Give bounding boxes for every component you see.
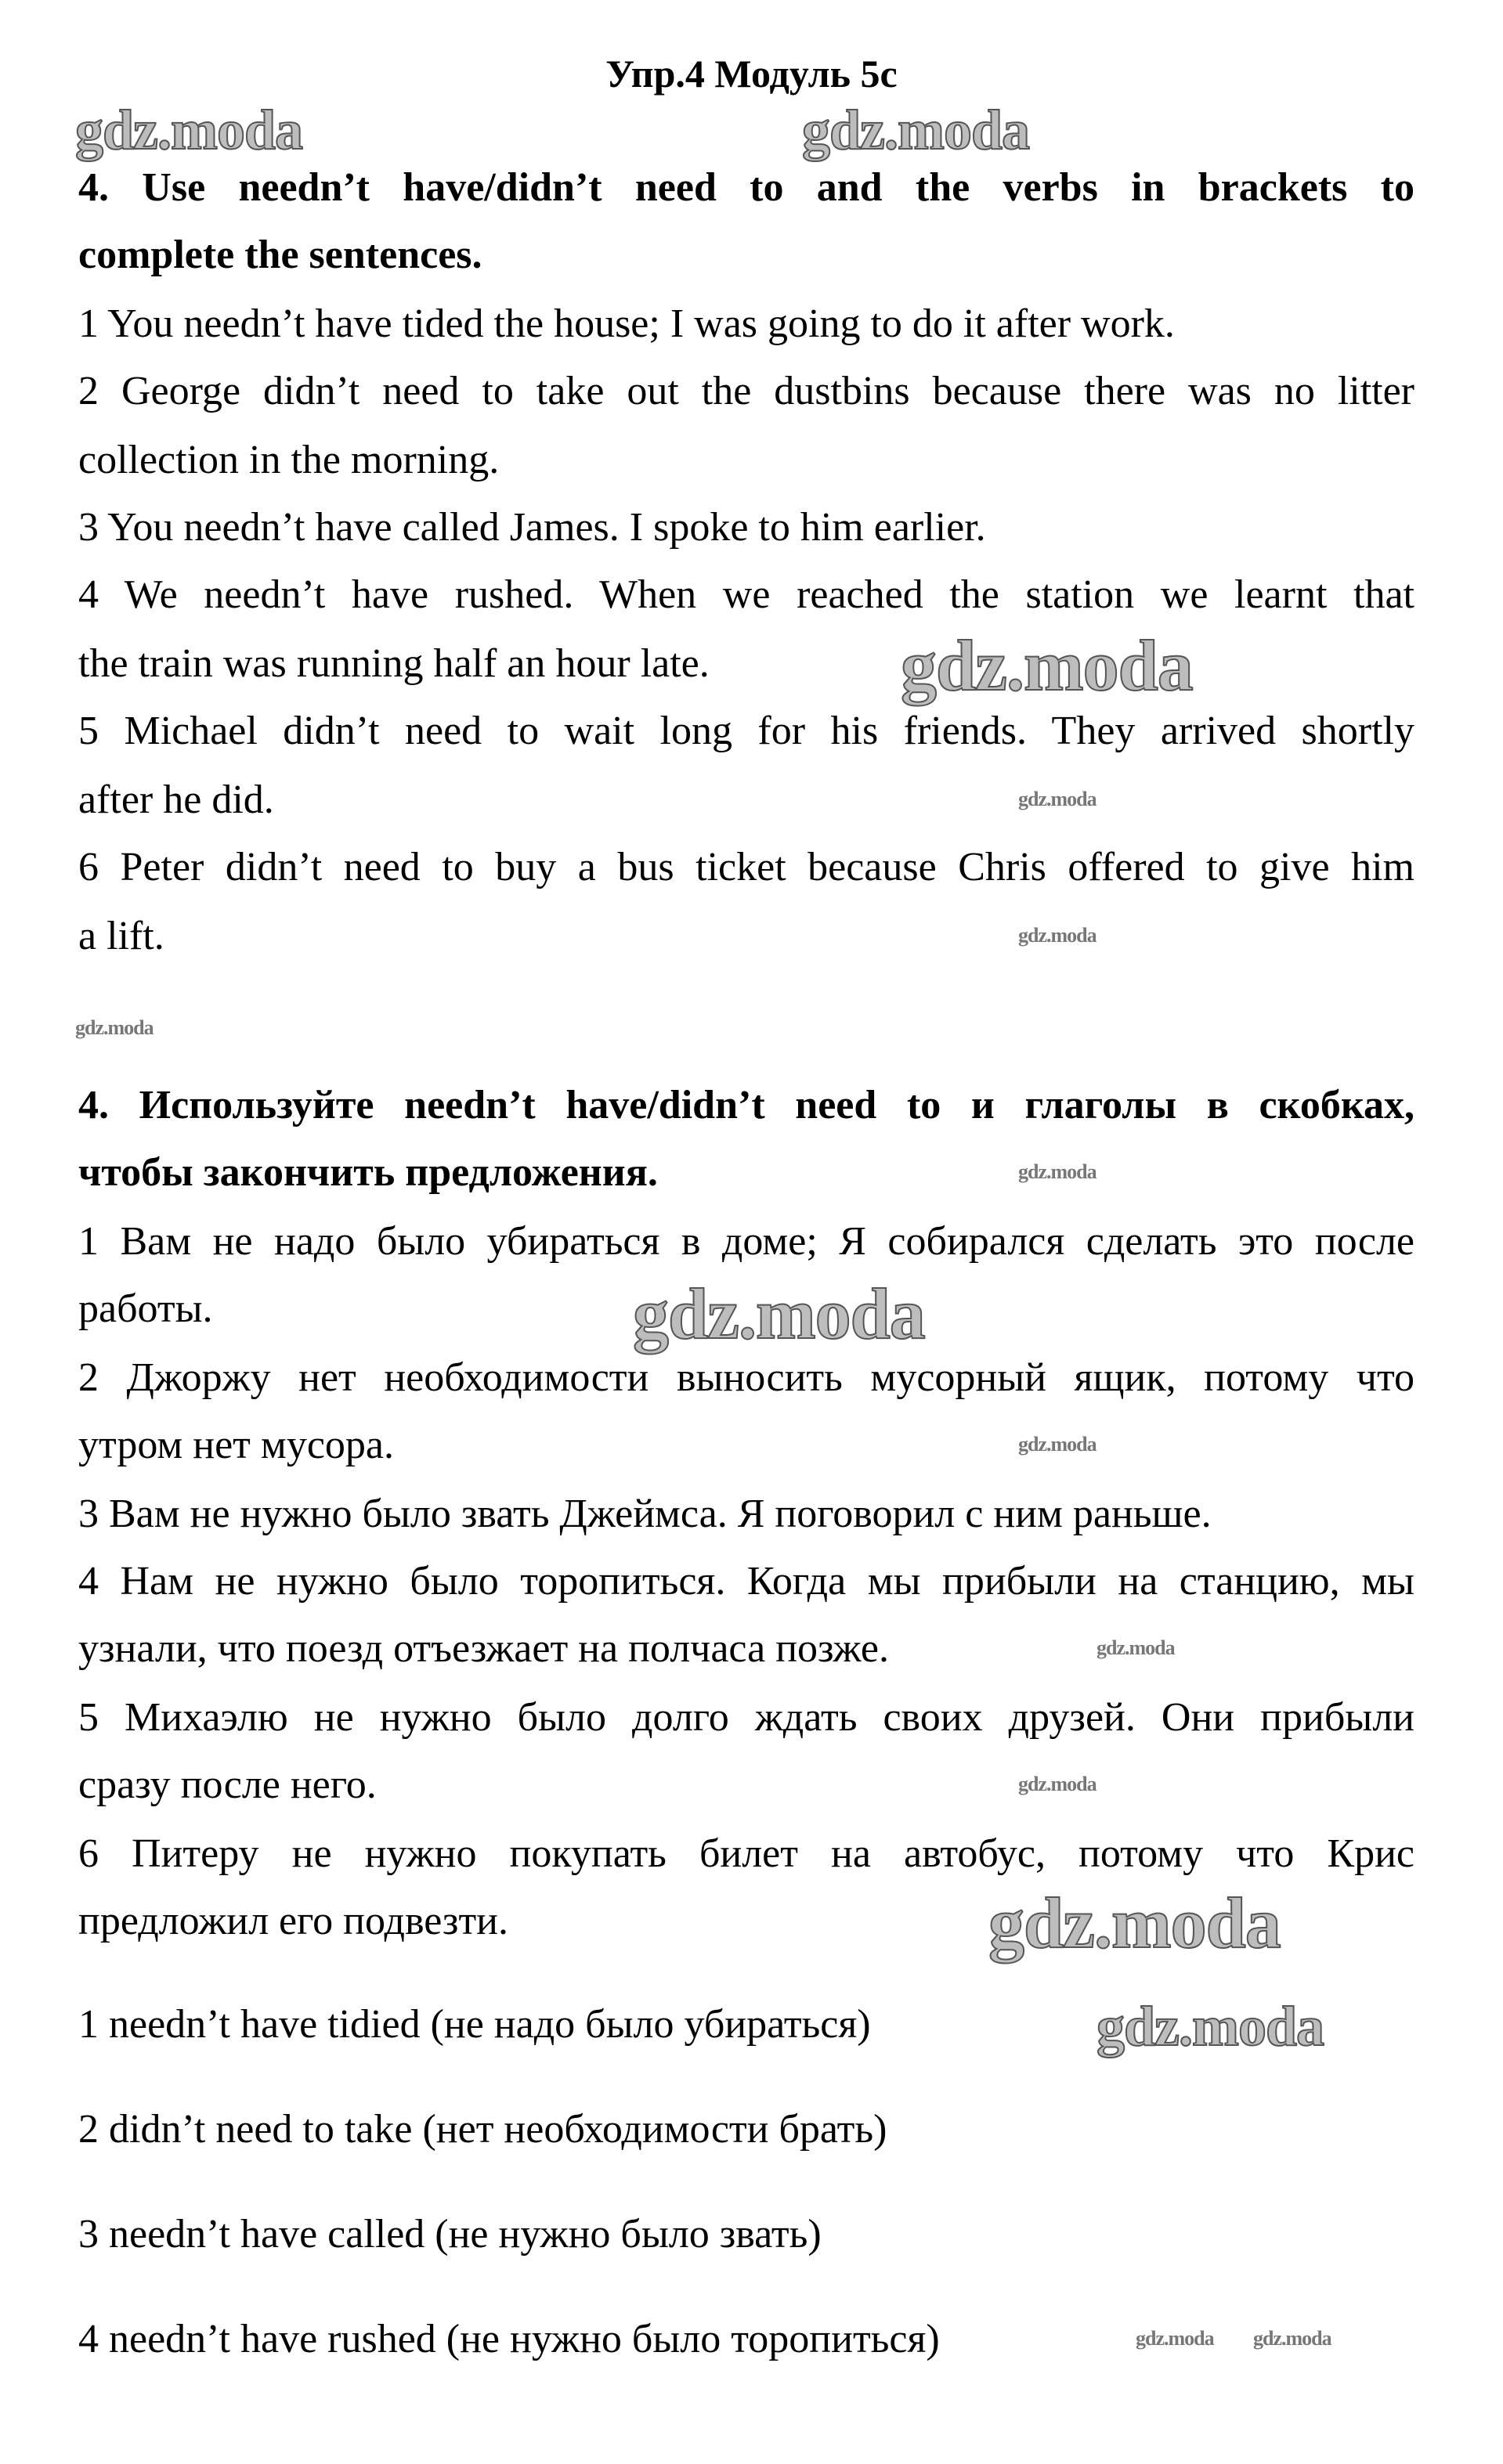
watermark: gdz.moda — [1097, 1995, 1324, 2058]
sentence-line: 3 You needn’t have called James. I spoke to him earlier. — [78, 505, 986, 550]
sentence-line: утром нет мусора. — [78, 1423, 394, 1467]
sentence-line: 1 You needn’t have tided the house; I was going to do it after work. — [78, 301, 1175, 346]
watermark: gdz.moda — [1136, 2327, 1214, 2350]
sentence-line: работы. — [78, 1286, 213, 1331]
sentence-line: 2 Джоржу нет необходимости выносить мусорный ящик, потому что — [78, 1355, 1414, 1400]
sentence-line: after he did. — [78, 777, 274, 822]
sentence-line: the train was running half an hour late. — [78, 641, 710, 686]
watermark: gdz.moda — [802, 99, 1030, 161]
answer-line: 3 needn’t have called (не нужно было звать) — [78, 2212, 822, 2257]
sentence-line: collection in the morning. — [78, 438, 500, 482]
sentence-line: 4 Нам не нужно было торопиться. Когда мы прибыли на станцию, мы — [78, 1559, 1414, 1604]
exercise-heading-ru: чтобы закончить предложения. — [78, 1150, 658, 1195]
watermark: gdz.moda — [1018, 1773, 1097, 1795]
sentence-line: a lift. — [78, 914, 164, 958]
exercise-heading-en: 4. Use needn’t have/didn’t need to and the verbs in brackets to — [78, 165, 1414, 210]
sentence-line: сразу после него. — [78, 1762, 377, 1807]
sentence-line: узнали, что поезд отъезжает на полчаса позже. — [78, 1626, 889, 1671]
sentence-line: 6 Питеру не нужно покупать билет на автобус, потому что Крис — [78, 1831, 1414, 1876]
watermark: gdz.moda — [1018, 1433, 1097, 1456]
watermark: gdz.moda — [1253, 2327, 1331, 2350]
watermark: gdz.moda — [1018, 788, 1097, 810]
watermark: gdz.moda — [75, 1016, 154, 1039]
watermark: gdz.moda — [1097, 1636, 1175, 1659]
answer-line: 2 didn’t need to take (нет необходимости брать) — [78, 2107, 887, 2152]
sentence-line: 2 George didn’t need to take out the dustbins because there was no litter — [78, 369, 1414, 413]
sentence-line: 1 Вам не надо было убираться в доме; Я собирался сделать это после — [78, 1219, 1414, 1264]
watermark: gdz.moda — [901, 626, 1193, 705]
exercise-heading-ru: 4. Используйте needn’t have/didn’t need to и глаголы в скобках, — [78, 1083, 1414, 1127]
page-title: Упр.4 Модуль 5c — [605, 52, 898, 96]
sentence-line: 5 Michael didn’t need to wait long for his friends. They arrived shortly — [78, 709, 1414, 753]
sentence-line: 4 We needn’t have rushed. When we reached the station we learnt that — [78, 572, 1414, 617]
watermark: gdz.moda — [1018, 1160, 1097, 1183]
sentence-line: 3 Вам не нужно было звать Джеймса. Я поговорил с ним раньше. — [78, 1492, 1212, 1536]
watermark: gdz.moda — [1018, 924, 1097, 947]
answer-line: 1 needn’t have tidied (не надо было убираться) — [78, 2002, 871, 2047]
watermark: gdz.moda — [988, 1883, 1281, 1963]
watermark: gdz.moda — [75, 99, 303, 161]
sentence-line: 6 Peter didn’t need to buy a bus ticket because Chris offered to give him — [78, 845, 1414, 889]
watermark: gdz.moda — [633, 1274, 925, 1354]
answer-line: 4 needn’t have rushed (не нужно было торопиться) — [78, 2317, 940, 2361]
exercise-heading-en: complete the sentences. — [78, 233, 482, 277]
sentence-line: предложил его подвезти. — [78, 1899, 508, 1943]
sentence-line: 5 Михаэлю не нужно было долго ждать своих друзей. Они прибыли — [78, 1695, 1414, 1740]
